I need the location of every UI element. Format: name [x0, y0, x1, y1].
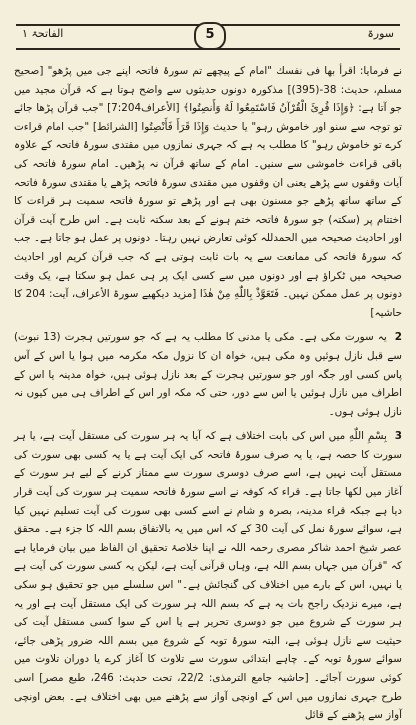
- footnote-3: [14, 427, 402, 725]
- paragraph-intro: [14, 62, 402, 322]
- footnote-text: بِسْمِ اللّٰهِ میں اس کی بابت اختلاف ہے کہ آیا یہ ہر سورت کی مستقل آیت ہے، یا ہر سورت کا حصہ ہے، یا یہ صرف سورۂ فاتحہ کی ایک آیت ہے یا یہ کسی بھی سورت کی مستقل آیت نہیں ہے، اسے صرف دوسری سورت سے ممتاز کرنے کے لیے ہر سورت کے آغاز میں لکھا جاتا ہے۔ قراء کہ کوفہ نے اسے سورۂ فاتحہ سمیت ہر سورت کی آیت قرار دیا ہے جبکہ قراء مدینہ، بصرہ و شام نے اسے کسی بھی سورت کی آیت تسلیم نہیں کیا ہے، سوائے سورۂ نمل کی آیت 30 کے کہ اس میں یہ بالاتفاق بسم اللہ کا جزء ہے۔ محقق عصر شیخ احمد شاکر مصری رحمہ اللہ نے اپنا خلاصۂ تحقیق ان الفاظ میں بیان فرمایا ہے کہ "قرآن میں جہاں بسم اللہ ہے، وہاں قرآنی آیت ہے، لیکن یہ کسی سورت کی آیت ہے یا نہیں، اس کے بارے میں اختلاف کی گنجائش ہے۔" اس سلسلے میں جو تحقیق ہو سکی ہے، میرے نزدیک راجح بات یہ ہے کہ بسم اللہ ہر سورت کی ایک مستقل آیت ہے اور یہ ہر سورت کے شروع میں جو دوسری تحریر ہے یا اس کے سوا کسی مستقل آیت کی حیثیت سے نازل ہوئی ہے، البتہ سورۂ توبہ کے شروع میں بسم اللہ ضرور پڑھی جائے، سوائے سورۂ توبہ کے۔ چاہے ابتدائی سورت سے تلاوت کا آغاز کرے یا دوران تلاوت میں کوئی سورت آجائے۔ [حاشیہ جامع الترمذی: 22/2، تحت حدیث: 246، طبع مصر] اسی طرح جہری نمازوں میں اس کے اونچی آواز سے پڑھنے میں بھی اختلاف ہے۔ بعض اونچی آواز سے پڑھنے کے قائل: [14, 430, 403, 722]
- page-body: [14, 62, 403, 722]
- footnote-text: یہ سورت مکی ہے۔ مکی یا مدنی کا مطلب یہ ہے کہ جو سورتیں ہجرت (13 نبوت) سے قبل نازل ہوئیں وہ مکی ہیں، خواہ ان کا نزول مکہ مکرمہ میں ہوا یا اس کے آس پاس کسی اور جگہ اور جو سورتیں ہجرت کے بعد نازل ہوئی ہیں، خواہ مدینہ یا اس کے اطراف میں نازل ہوئیں یا اس سے دور، حتی کہ مکہ اور اس کے اطراف ہی میں کیوں نہ نازل ہوئی ہوں۔: [14, 331, 402, 418]
- header-surah-title: الفاتحۃ ۱: [22, 27, 64, 40]
- paragraph-text: نے فرمایا: اقرأ بھا فی نفسك "امام کے پیچھے تم سورۂ فاتحہ اپنے جی میں پڑھو" [صحیح مسلم، حدیث: 38-(395)] مذکورہ دونوں حدیثوں سے واضح ہوتا ہے کہ قرآن مجید میں جو آتا ہے: ﴿وَإِذَا قُرِئَ الْقُرْآنُ فَاسْتَمِعُوا لَهُ وَأَنصِتُوا﴾ [الأعراف7:204] "جب قرآن پڑھا جائے تو توجہ سے سنو اور خاموش رہو" یا حدیث وَإِذَا قَرَأَ فَأَنْصِتُوا [الشرائط] "جب امام قراءت کرے تو خاموش رہو" کا مطلب یہ ہے کہ جہری نمازوں میں مقتدی سورۂ فاتحہ کے علاوہ باقی قراءت خاموشی سے سنیں۔ امام کے ساتھ قرآن نہ پڑھیں۔ امام سورۂ فاتحہ کی آیات وقفوں سے پڑھے یعنی ان وقفوں میں مقتدی سورۂ فاتحہ پڑھے یا مقتدی سورۂ فاتحہ کے ساتھ ساتھ پڑھے جو مسنون بھی ہے اور پڑھے تو سورۂ فاتحہ سمیت ہر قراءت کا اختتام پر (سکتہ) جو سورۂ فاتحہ ختم ہونے کے بعد سکتہ ثابت ہے۔ اس طرح آیت قرآن اور احادیث صحیحہ میں الحمدللہ کوئی تعارض نہیں رہتا۔ دونوں پر عمل ہو جاتا ہے۔ جب کہ سورۂ فاتحہ کی ممانعت سے یہ بات ثابت ہوتی ہے کہ جب قرآن کریم اور احادیث صحیحہ میں ٹکراؤ ہے اور دونوں میں سے کسی ایک پر ہی عمل ہو سکتا ہے، یک وقت دونوں پر عمل ممکن نہیں۔ فَتَعَوَّذْ بِاللّٰهِ مِنْ هٰذَا [مزید دیکھیے سورۃ الأعراف، آیت: 204 کا حاشیہ]: [14, 65, 403, 319]
- footnote-number: 3: [394, 430, 402, 443]
- footnote-2: [14, 328, 402, 421]
- page-number: 5: [194, 22, 226, 50]
- footnote-number: 2: [394, 331, 402, 344]
- header-surah-label: سورۃ: [367, 27, 394, 40]
- page-header: [16, 24, 400, 54]
